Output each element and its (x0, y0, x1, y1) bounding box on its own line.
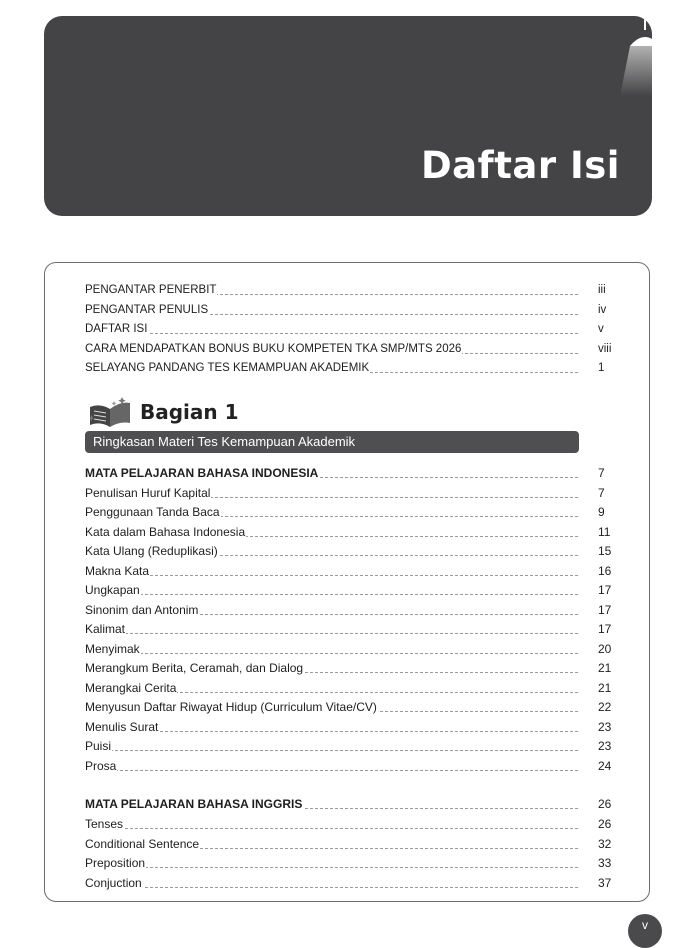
toc-entry[interactable] (85, 522, 620, 542)
toc-entry[interactable] (85, 300, 620, 320)
entry-page-number: 17 (598, 602, 612, 617)
dot-leader (85, 887, 578, 888)
entry-page-number: 9 (598, 505, 605, 519)
entry-page-number: 17 (598, 583, 612, 597)
page-number-badge: v (628, 914, 662, 948)
entry-page-number: 21 (598, 680, 612, 695)
dot-leader (85, 633, 578, 634)
dot-leader (85, 770, 578, 771)
entry-title: Tenses (85, 814, 124, 834)
entry-page-number: 24 (598, 758, 612, 773)
toc-entry[interactable] (85, 561, 620, 581)
dot-leader (85, 575, 578, 576)
entry-title: Preposition (85, 853, 146, 873)
toc-entry[interactable] (85, 736, 620, 756)
entry-page-number: v (598, 323, 604, 335)
toc-entry[interactable] (85, 814, 620, 834)
open-book-icon (86, 393, 136, 431)
dot-leader (85, 828, 578, 829)
entry-page-number: 16 (598, 563, 612, 578)
entry-page-number: 26 (598, 817, 612, 831)
entry-page-number: 32 (598, 836, 612, 851)
dot-leader (85, 750, 578, 751)
entry-page-number: 7 (598, 485, 605, 500)
entry-title: CARA MENDAPATKAN BONUS BUKU KOMPETEN TKA SMP/MTS 2026 (85, 339, 462, 359)
entry-title: Conjuction (85, 873, 143, 893)
entry-title: DAFTAR ISI (85, 319, 148, 339)
toc-entry[interactable] (85, 319, 620, 339)
entry-title: SELAYANG PANDANG TES KEMAMPUAN AKADEMIK (85, 358, 370, 378)
entry-title: Penulisan Huruf Kapital (85, 483, 211, 503)
toc-entry[interactable] (85, 619, 620, 639)
toc-entry[interactable] (85, 502, 620, 522)
toc-entry[interactable] (85, 358, 620, 378)
toc-entry[interactable] (85, 756, 620, 776)
toc-entry[interactable] (85, 541, 620, 561)
toc-entry[interactable] (85, 483, 620, 503)
entry-title: Menulis Surat (85, 717, 159, 737)
entry-page-number: 37 (598, 875, 612, 890)
dot-leader (85, 867, 578, 868)
toc-entry[interactable] (85, 600, 620, 620)
toc-entry[interactable] (85, 678, 620, 698)
toc-entry[interactable] (85, 853, 620, 873)
entry-title: MATA PELAJARAN BAHASA INGGRIS (85, 794, 303, 814)
dot-leader (85, 594, 578, 595)
entry-title: Puisi (85, 736, 112, 756)
toc-section-heading[interactable] (85, 463, 620, 483)
entry-title: Menyusun Daftar Riwayat Hidup (Curriculum Vitae/CV) (85, 697, 378, 717)
entry-page-number: 17 (598, 622, 612, 636)
entry-title: Menyimak (85, 639, 141, 659)
toc-entry[interactable] (85, 658, 620, 678)
entry-title: Merangkum Berita, Ceramah, dan Dialog (85, 658, 304, 678)
toc-section-heading[interactable] (85, 794, 620, 814)
entry-title: Sinonim dan Antonim (85, 600, 199, 620)
entry-page-number: 11 (598, 524, 611, 539)
entry-page-number: 21 (598, 661, 612, 675)
entry-title: Kalimat (85, 619, 126, 639)
entry-title: Makna Kata (85, 561, 150, 581)
toc-entry[interactable] (85, 697, 620, 717)
entry-title: Penggunaan Tanda Baca (85, 502, 221, 522)
entry-page-number: 23 (598, 739, 612, 753)
entry-title: Kata Ulang (Reduplikasi) (85, 541, 219, 561)
toc-entry[interactable] (85, 280, 620, 300)
toc-entry[interactable] (85, 339, 620, 359)
entry-page-number: 23 (598, 719, 612, 734)
toc-entry[interactable] (85, 834, 620, 854)
entry-title: Prosa (85, 756, 117, 776)
entry-page-number: 15 (598, 544, 612, 558)
entry-title: Conditional Sentence (85, 834, 200, 854)
entry-page-number: viii (598, 342, 612, 355)
header-banner (44, 16, 652, 216)
section-title: Bagian 1 (140, 400, 239, 424)
hanging-lamp-icon (564, 16, 652, 96)
entry-page-number: 22 (598, 700, 612, 714)
entry-page-number: 1 (598, 362, 605, 374)
entry-page-number: iii (598, 284, 606, 296)
entry-page-number: 33 (598, 856, 612, 870)
dot-leader (85, 653, 578, 654)
entry-title: Merangkai Cerita (85, 678, 177, 698)
section-subtitle-bar: Ringkasan Materi Tes Kemampuan Akademik (85, 431, 579, 453)
entry-title: Ungkapan (85, 580, 141, 600)
entry-title: PENGANTAR PENERBIT (85, 280, 217, 300)
entry-title: Kata dalam Bahasa Indonesia (85, 522, 246, 542)
entry-page-number: iv (598, 303, 607, 316)
toc-entry[interactable] (85, 717, 620, 737)
dot-leader (85, 333, 578, 334)
toc-entry[interactable] (85, 639, 620, 659)
entry-page-number: 26 (598, 797, 612, 811)
entry-page-number: 20 (598, 641, 612, 656)
toc-entry[interactable] (85, 873, 620, 893)
page-title: Daftar Isi (420, 144, 620, 187)
toc-entry[interactable] (85, 580, 620, 600)
entry-title: MATA PELAJARAN BAHASA INDONESIA (85, 463, 319, 483)
entry-page-number: 7 (598, 466, 605, 480)
entry-title: PENGANTAR PENULIS (85, 300, 209, 320)
